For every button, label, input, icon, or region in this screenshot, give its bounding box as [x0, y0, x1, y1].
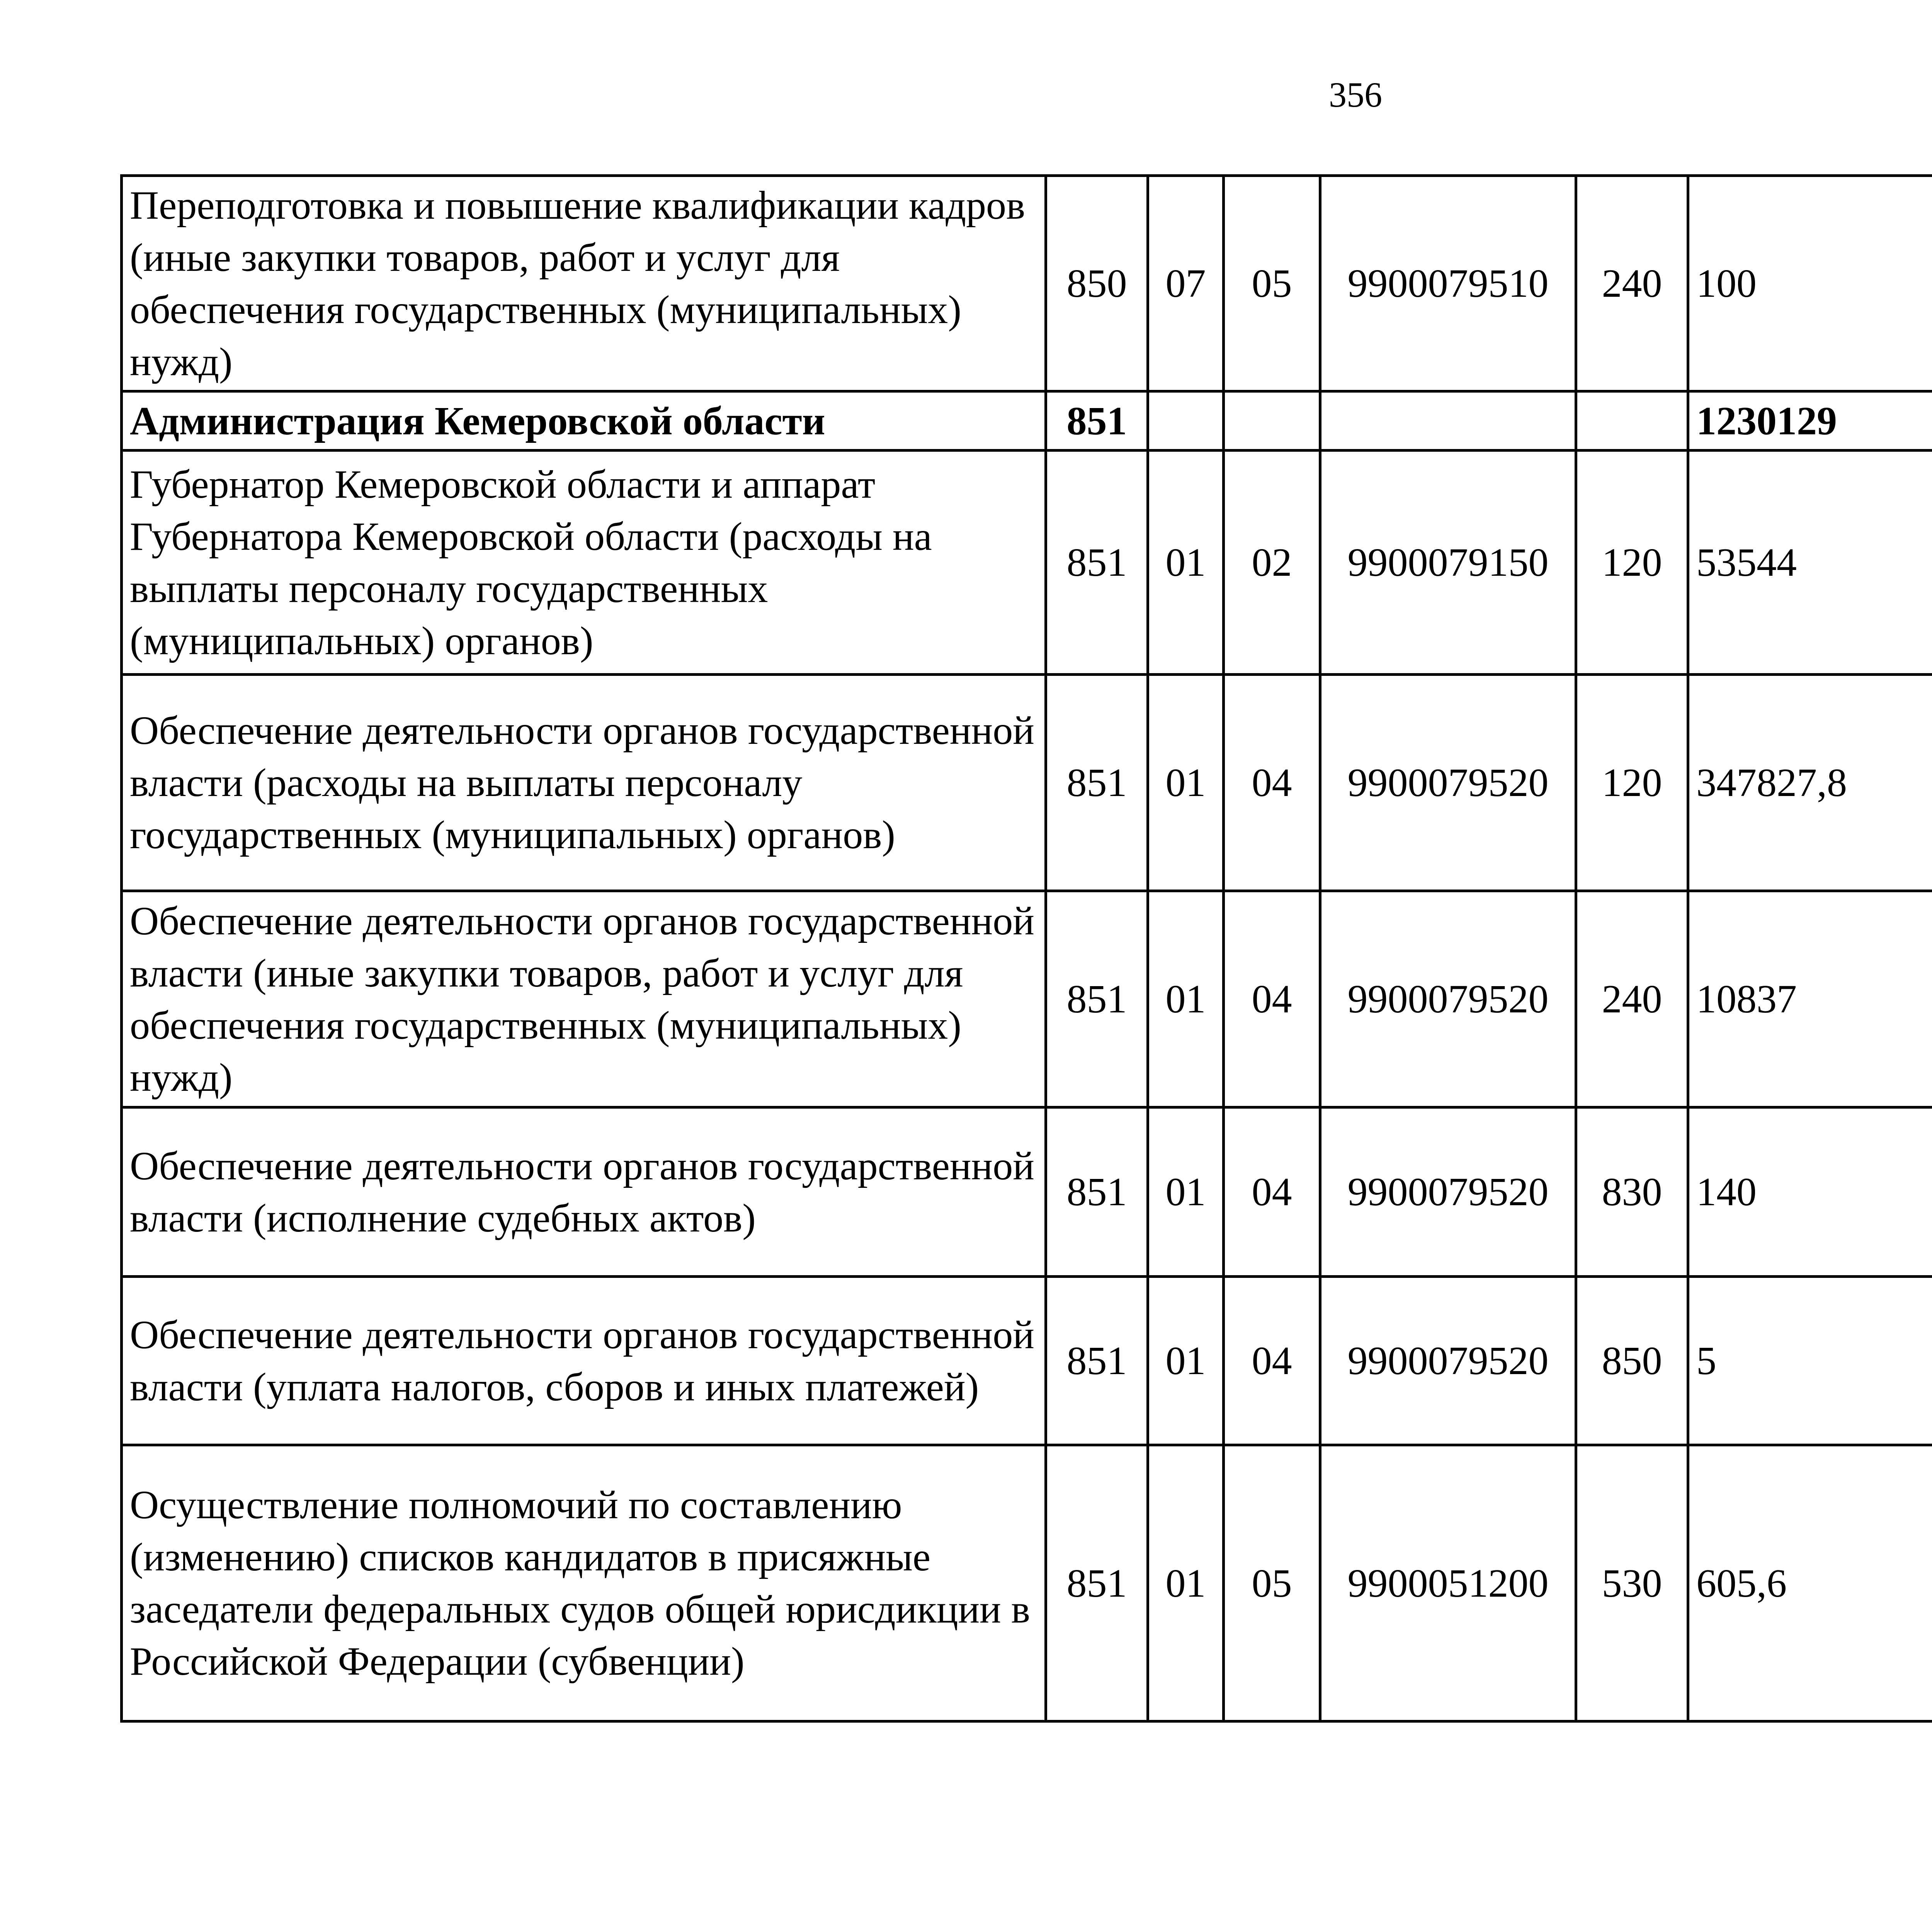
- section-code-cell: 01: [1148, 675, 1224, 891]
- subsection-code-cell: 04: [1224, 891, 1320, 1107]
- expense-type-code-cell: 240: [1576, 891, 1688, 1107]
- ministry-code-cell: 851: [1046, 891, 1148, 1107]
- row-name-cell: Губернатор Кемеровской области и аппарат Губернатора Кемеровской области (расходы на выплаты персоналу государственных (муниципальных) органов): [122, 451, 1046, 675]
- subsection-code-cell: 04: [1224, 1277, 1320, 1445]
- table-row: [122, 675, 1932, 891]
- row-name-cell: Обеспечение деятельности органов государственной власти (уплата налогов, сборов и иных платежей): [122, 1277, 1046, 1445]
- ministry-code-cell: 851: [1046, 675, 1148, 891]
- page-number: 356: [1329, 75, 1382, 114]
- amount-year-1-cell: 347827,8: [1688, 675, 1932, 891]
- amount-year-1-cell: 140: [1688, 1107, 1932, 1277]
- target-item-code-cell: 9900079520: [1320, 891, 1576, 1107]
- row-name-cell: Администрация Кемеровской области: [122, 391, 1046, 451]
- expense-type-code-cell: 530: [1576, 1445, 1688, 1721]
- ministry-code-cell: 851: [1046, 1107, 1148, 1277]
- row-name-cell: Обеспечение деятельности органов государственной власти (расходы на выплаты персоналу государственных (муниципальных) органов): [122, 675, 1046, 891]
- expense-type-code-cell: 850: [1576, 1277, 1688, 1445]
- subsection-code-cell: 05: [1224, 1445, 1320, 1721]
- ministry-code-cell: 850: [1046, 176, 1148, 391]
- target-item-code-cell: 9900079520: [1320, 1277, 1576, 1445]
- subsection-code-cell: 02: [1224, 451, 1320, 675]
- row-name-cell: Обеспечение деятельности органов государственной власти (иные закупки товаров, работ и услуг для обеспечения государственных (муниципальных) нужд): [122, 891, 1046, 1107]
- row-name-cell: Обеспечение деятельности органов государственной власти (исполнение судебных актов): [122, 1107, 1046, 1277]
- amount-year-1-cell: 5: [1688, 1277, 1932, 1445]
- table-row: [122, 891, 1932, 1107]
- expense-type-code-cell: 830: [1576, 1107, 1688, 1277]
- ministry-code-cell: 851: [1046, 391, 1148, 451]
- section-code-cell: 01: [1148, 1445, 1224, 1721]
- amount-year-1-cell: 1230129: [1688, 391, 1932, 451]
- target-item-code-cell: 9900079150: [1320, 451, 1576, 675]
- table-row: [122, 1277, 1932, 1445]
- expense-type-code-cell: [1576, 391, 1688, 451]
- amount-year-1-cell: 100: [1688, 176, 1932, 391]
- table-row: [122, 1445, 1932, 1721]
- target-item-code-cell: 9900079520: [1320, 1107, 1576, 1277]
- row-name-cell: Осуществление полномочий по составлению (изменению) списков кандидатов в присяжные заседатели федеральных судов общей юрисдикции в Российской Федерации (субвенции): [122, 1445, 1046, 1721]
- section-code-cell: [1148, 391, 1224, 451]
- table-row: [122, 391, 1932, 451]
- section-code-cell: 01: [1148, 1277, 1224, 1445]
- subsection-code-cell: 04: [1224, 1107, 1320, 1277]
- ministry-code-cell: 851: [1046, 1277, 1148, 1445]
- ministry-code-cell: 851: [1046, 451, 1148, 675]
- amount-year-1-cell: 10837: [1688, 891, 1932, 1107]
- target-item-code-cell: 9900051200: [1320, 1445, 1576, 1721]
- expense-type-code-cell: 240: [1576, 176, 1688, 391]
- target-item-code-cell: 9900079510: [1320, 176, 1576, 391]
- expense-type-code-cell: 120: [1576, 451, 1688, 675]
- section-code-cell: 01: [1148, 451, 1224, 675]
- section-code-cell: 01: [1148, 1107, 1224, 1277]
- section-code-cell: 01: [1148, 891, 1224, 1107]
- budget-table: [120, 174, 1932, 1723]
- target-item-code-cell: 9900079520: [1320, 675, 1576, 891]
- row-name-cell: Переподготовка и повышение квалификации кадров (иные закупки товаров, работ и услуг для обеспечения государственных (муниципальных) нужд): [122, 176, 1046, 391]
- subsection-code-cell: [1224, 391, 1320, 451]
- section-code-cell: 07: [1148, 176, 1224, 391]
- target-item-code-cell: [1320, 391, 1576, 451]
- amount-year-1-cell: 53544: [1688, 451, 1932, 675]
- amount-year-1-cell: 605,6: [1688, 1445, 1932, 1721]
- budget-table-body: [122, 176, 1932, 1721]
- expense-type-code-cell: 120: [1576, 675, 1688, 891]
- subsection-code-cell: 04: [1224, 675, 1320, 891]
- ministry-code-cell: 851: [1046, 1445, 1148, 1721]
- table-row: [122, 451, 1932, 675]
- table-row: [122, 176, 1932, 391]
- subsection-code-cell: 05: [1224, 176, 1320, 391]
- table-row: [122, 1107, 1932, 1277]
